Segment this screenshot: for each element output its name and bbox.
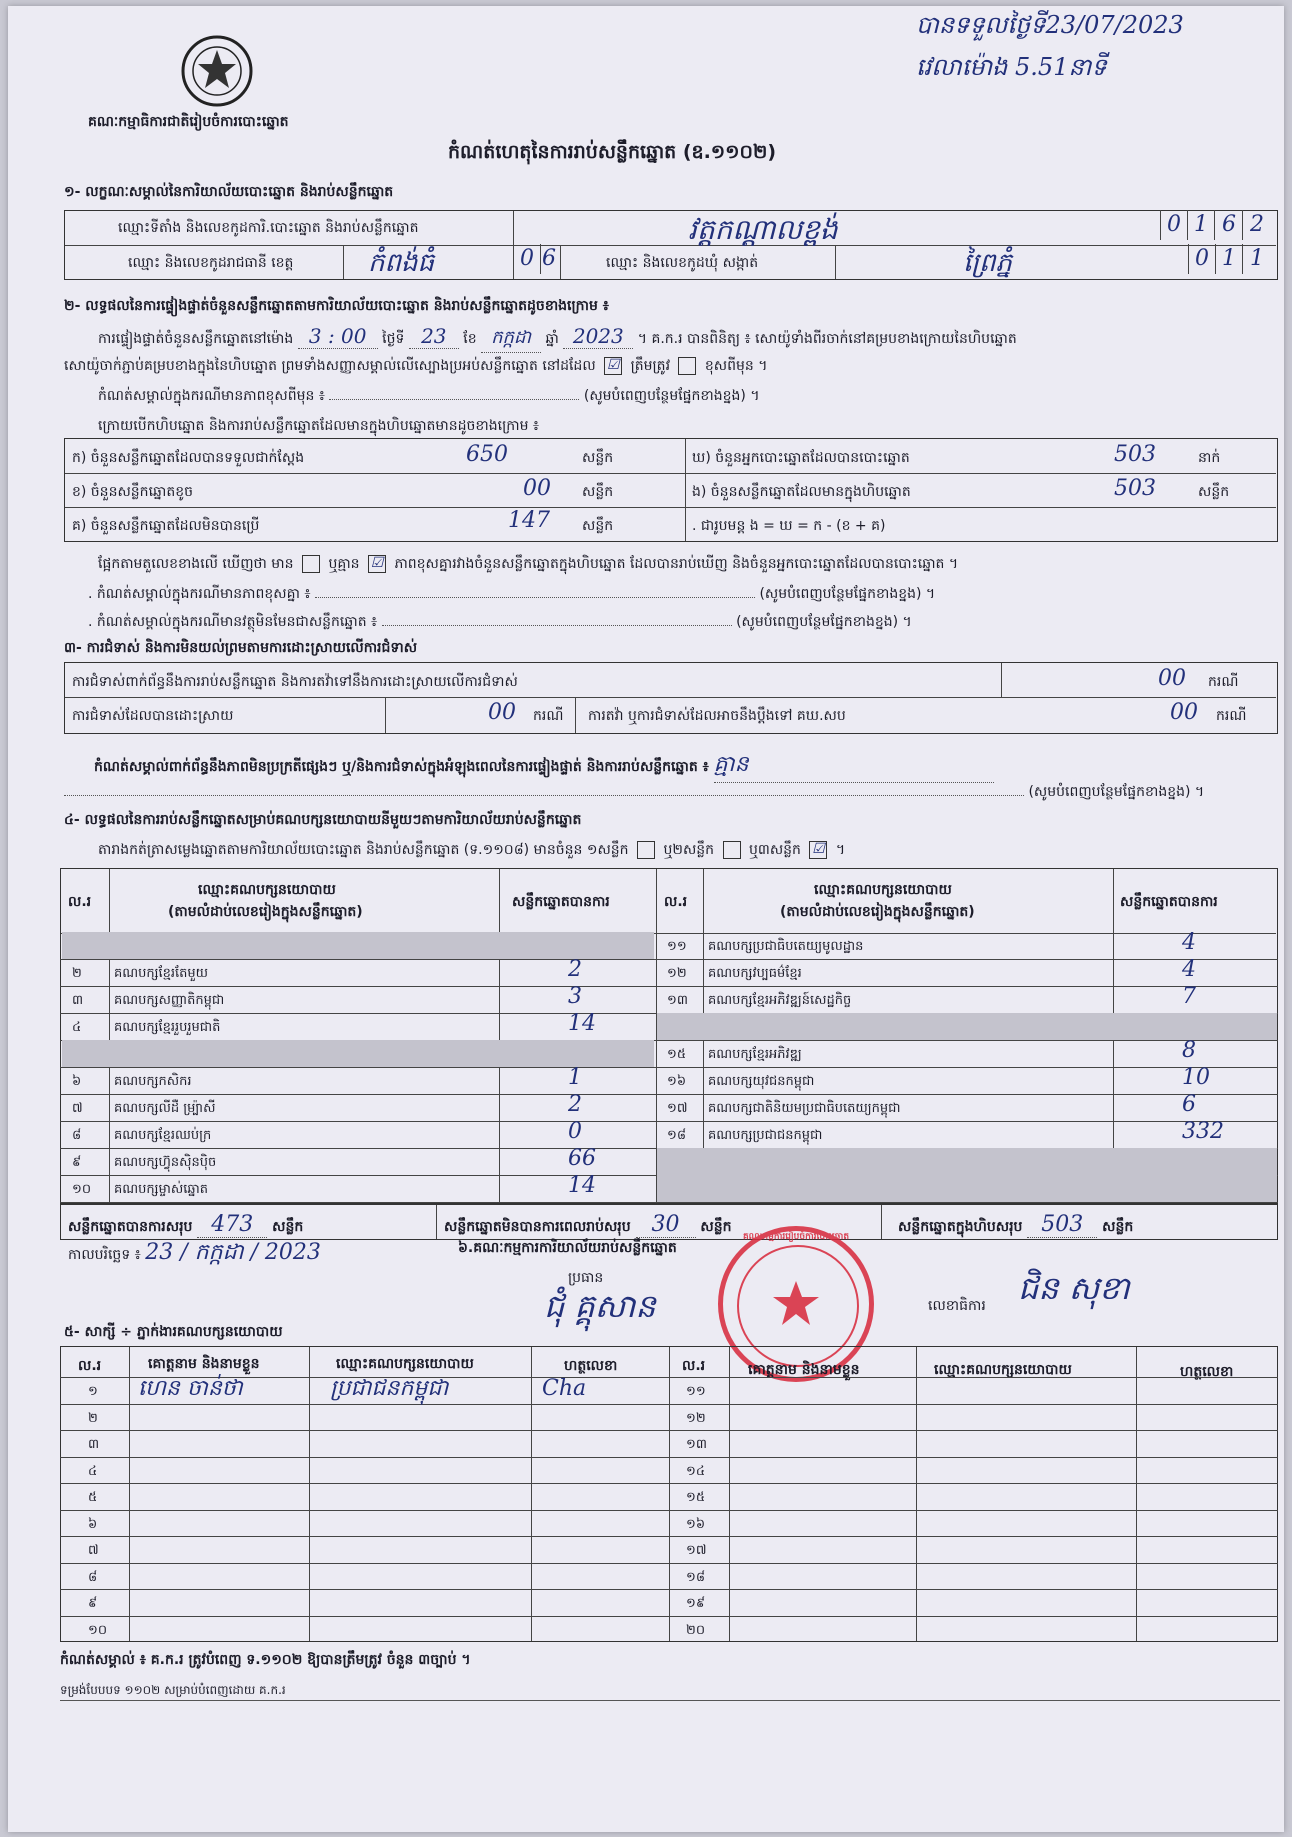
checkbox-has-discrepancy[interactable] xyxy=(302,555,320,573)
verification-text-end: ។ គ.ក.រ បានពិនិត្យ ៖ សោយ៉ូទាំងពីរចាក់នៅគម្របខាងក្រោយនៃហិបឆ្នោត xyxy=(637,331,1017,347)
party-number: ៤ xyxy=(72,1020,82,1035)
stamp-emblem-icon xyxy=(769,1277,823,1331)
party-number: ៩ xyxy=(72,1155,82,1170)
location-code xyxy=(1160,210,1274,244)
witness-number-left: ២ xyxy=(88,1410,98,1426)
total-invalid-value: 30 xyxy=(636,1212,696,1238)
resolved-unit: ករណី xyxy=(533,708,564,724)
option-changed-label: ខុសពីមុន xyxy=(704,358,754,374)
item-c-unit: សន្លឹក xyxy=(582,518,614,534)
stamp-text: គណៈកម្មការរៀបចំការបោះឆ្នោត xyxy=(742,1232,850,1242)
item-a-unit: សន្លឹក xyxy=(582,450,614,466)
irregularity-note-line2 xyxy=(64,782,1204,803)
appeal-unit: ករណី xyxy=(1216,708,1247,724)
party-votes: 8 xyxy=(1182,1038,1196,1063)
witness-1-party: ប្រជាជនកម្ពុជា xyxy=(330,1376,449,1401)
irregularity-note-value: គ្មាន xyxy=(714,750,994,783)
resolved-label: ការជំទាស់ដែលបានដោះស្រាយ xyxy=(72,708,234,724)
party-name: គណបក្សកសិករ xyxy=(114,1074,192,1089)
item-c-value: 147 xyxy=(508,508,550,533)
party-votes: 14 xyxy=(568,1011,596,1036)
col-party-right: ឈ្មោះគណបក្សនយោបាយ xyxy=(814,882,952,898)
total-in-box xyxy=(898,1212,1133,1238)
checkbox-one-sheet[interactable] xyxy=(637,841,655,859)
party-votes: 14 xyxy=(568,1173,596,1198)
irregularity-note-label: កំណត់សម្គាល់ពាក់ព័ន្ធនឹងភាពមិនប្រក្រតីផ្សេងៗ ឬ/និងការជំទាស់ក្នុងអំឡុងពេលនៃការផ្ទៀងផ្ទាត់ និងការរាប់សន្លឹកឆ្នោត ៖ xyxy=(94,759,709,775)
item-a-value: 650 xyxy=(466,442,508,467)
witness-number-left: ១០ xyxy=(88,1622,108,1638)
note-discrepancy-line xyxy=(88,584,935,605)
witness-number-left: ៦ xyxy=(88,1516,98,1532)
party-number: ១៦ xyxy=(667,1074,687,1089)
item-c-label: គ) ចំនួនសន្លឹកឆ្នោតដែលមិនបានប្រើ xyxy=(72,518,260,534)
party-name: គណបក្សប្រជាជនកម្ពុជា xyxy=(708,1128,823,1143)
col-votes-right: សន្លឹកឆ្នោតបានការ xyxy=(1120,894,1218,910)
commune-code xyxy=(1188,244,1274,278)
section5-heading: ៥- សាក្សី ÷ ភ្នាក់ងារគណបក្សនយោបាយ xyxy=(64,1324,283,1340)
witness-number-right: ១៦ xyxy=(686,1516,706,1532)
verification-year: 2023 xyxy=(563,324,633,349)
location-value: វត្តកណ្តាលខ្ពង់ xyxy=(688,213,838,246)
section6-heading: ៦.គណៈកម្មការការិយាល័យរាប់សន្លឹកឆ្នោត xyxy=(458,1240,677,1256)
col-votes-left: សន្លឹកឆ្នោតបានការ xyxy=(512,894,610,910)
appeal-value: 00 xyxy=(1170,700,1198,725)
seal-check-line: សោយ៉ូចាក់ភ្ជាប់គម្របខាងក្នុងនៃហិបឆ្នោត ព្រមទាំងសញ្ញាសម្គាល់លើស្បោងប្រអប់សន្លឹកឆ្នោត នៅដដែល ☑ ត្រឹមត្រូវ ខុសពីមុន ។ xyxy=(64,357,768,374)
date-line xyxy=(68,1238,321,1270)
irregularity-note-line xyxy=(94,750,994,783)
col-party-sub-left: (តាមលំដាប់លេខរៀងក្នុងសន្លឹកឆ្នោត) xyxy=(168,904,363,920)
party-name: គណបក្សហ៊្វុនស៊ិនប៉ិច xyxy=(114,1155,217,1170)
item-d-label: ឃ) ចំនួនអ្នកបោះឆ្នោតដែលបានបោះឆ្នោត xyxy=(692,450,910,466)
shaded-row xyxy=(657,1013,1277,1040)
section3-heading: ៣- ការជំទាស់ និងការមិនយល់ព្រមតាមការដោះស្រាយលើការជំទាស់ xyxy=(64,640,418,656)
party-number: ១៣ xyxy=(667,993,688,1008)
checkbox-three-sheets[interactable]: ☑ xyxy=(809,841,827,859)
discrepancy-line xyxy=(98,554,958,575)
three-sheets-label: ឬ៣សន្លឹក xyxy=(748,842,801,858)
witness-number-left: ៧ xyxy=(88,1543,99,1558)
checkbox-two-sheets[interactable] xyxy=(723,841,741,859)
shaded-row xyxy=(657,1148,1277,1175)
shaded-row xyxy=(62,1040,654,1067)
witness-number-left: ៤ xyxy=(88,1463,98,1479)
footer-note: កំណត់សម្គាល់ ៖ គ.ក.រ ត្រូវបំពេញ ទ.១១០២ ឱ្យបានត្រឹមត្រូវ ចំនួន ៣ច្បាប់ ។ xyxy=(60,1652,471,1668)
witness-col-name-left: គោត្តនាម និងនាមខ្លួន xyxy=(148,1356,260,1372)
party-votes: 1 xyxy=(568,1065,582,1090)
note-foreign-object-line xyxy=(88,612,912,633)
shaded-row xyxy=(62,932,654,959)
code-digit: 2 xyxy=(1250,212,1264,237)
party-number: ១៥ xyxy=(667,1047,687,1062)
commune-value: ព្រៃភ្នំ xyxy=(963,248,1013,278)
col-party-sub-right: (តាមលំដាប់លេខរៀងក្នុងសន្លឹកឆ្នោត) xyxy=(780,904,975,920)
party-votes: 7 xyxy=(1182,984,1196,1009)
verification-month: កក្កដា xyxy=(481,325,541,353)
party-number: ១៧ xyxy=(667,1101,688,1116)
party-number: ៨ xyxy=(72,1128,82,1143)
party-number: ៧ xyxy=(72,1101,83,1116)
total-valid xyxy=(68,1212,303,1238)
handwritten-receipt-time: វេលាម៉ោង 5.51នាទី xyxy=(916,53,1107,81)
commune-label: ឈ្មោះ និងលេខកូដឃុំ សង្កាត់ xyxy=(606,255,759,271)
discrepancy-text-a: ផ្អែកតាមតួលេខខាងលើ ឃើញថា មាន xyxy=(98,556,294,572)
total-invalid xyxy=(444,1212,731,1238)
chair-signature: ជុំ គ្គុសាន xyxy=(544,1287,656,1325)
party-number: ២ xyxy=(72,966,82,981)
item-e-label: ង) ចំនួនសន្លឹកឆ្នោតដែលមានក្នុងហិបឆ្នោត xyxy=(692,484,911,500)
code-digit: 0 xyxy=(514,244,541,274)
item-b-unit: សន្លឹក xyxy=(582,484,614,500)
witness-number-right: ១៤ xyxy=(686,1463,706,1479)
total-in-box-label: សន្លឹកឆ្នោតក្នុងហិបសរុប xyxy=(898,1219,1023,1235)
note-foreign-object-label: . កំណត់សម្គាល់ក្នុងករណីមានវត្ថុមិនមែនជាសន្លឹកឆ្នោត ៖ xyxy=(88,614,378,630)
secretary-label: លេខាធិការ xyxy=(928,1298,986,1314)
verification-line xyxy=(98,324,1017,353)
tally-sheet-text: តារាងកត់ត្រាសម្លេងឆ្នោតតាមការិយាល័យបោះឆ្នោត និងរាប់សន្លឹកឆ្នោត (ទ.១១០៨) មានចំនួន ១សន្លឹក xyxy=(98,842,629,858)
option-correct-label: ត្រឹមត្រូវ xyxy=(630,358,671,374)
witness-col-no-left: ល.រ xyxy=(78,1358,102,1374)
party-number: ១១ xyxy=(667,939,687,954)
verification-day: 23 xyxy=(409,324,459,349)
witness-number-right: ១៧ xyxy=(686,1543,707,1558)
col-party-left: ឈ្មោះគណបក្សនយោបាយ xyxy=(198,882,336,898)
total-valid-value: 473 xyxy=(197,1212,267,1238)
chair-label: ប្រធាន xyxy=(568,1270,604,1286)
footer-form-label: ទម្រង់បែបបទ ១១០២ សម្រាប់បំពេញដោយ គ.ក.រ xyxy=(60,1683,286,1697)
seal-check-text: សោយ៉ូចាក់ភ្ជាប់គម្របខាងក្នុងនៃហិបឆ្នោត ព្រមទាំងសញ្ញាសម្គាល់លើស្បោងប្រអប់សន្លឹកឆ្នោត នៅដដែល xyxy=(64,358,596,374)
witness-number-right: ១១ xyxy=(686,1384,706,1399)
appeal-label: ការតវ៉ា ឬការជំទាស់ដែលអាចនឹងប្តឹងទៅ គឃ.សប xyxy=(588,708,846,724)
resolved-value: 00 xyxy=(488,700,516,725)
party-name: គណបក្សខ្មែរអភិវឌ្ឍ xyxy=(708,1047,802,1062)
shaded-row xyxy=(657,1175,1277,1202)
tally-sheet-line: តារាងកត់ត្រាសម្លេងឆ្នោតតាមការិយាល័យបោះឆ្នោត និងរាប់សន្លឹកឆ្នោត (ទ.១១០៨) មានចំនួន ១សន្លឹក ឬ២សន្លឹក ឬ៣សន្លឹក ☑ ។ xyxy=(98,841,846,858)
item-a-label: ក) ចំនួនសន្លឹកឆ្នោតដែលបានទទួលជាក់ស្តែង xyxy=(72,450,305,466)
location-label: ឈ្មោះទីតាំង និងលេខកូដការិ.បោះឆ្នោត និងរាប់សន្លឹកឆ្នោត xyxy=(118,220,419,236)
party-votes: 6 xyxy=(1182,1092,1196,1117)
party-number: ១៨ xyxy=(667,1128,687,1143)
party-number: ៣ xyxy=(72,993,84,1008)
note-discrepancy-label: . កំណត់សម្គាល់ក្នុងករណីមានភាពខុសគ្នា ៖ xyxy=(88,586,311,602)
section2-heading: ២- លទ្ធផលនៃការផ្ទៀងផ្ទាត់ចំនួនសន្លឹកឆ្នោតតាមការិយាល័យបោះឆ្នោត និងរាប់សន្លឹកឆ្នោតដូចខាងក្រោម ៖ xyxy=(64,298,609,314)
witness-col-name-right: គោត្តនាម និងនាមខ្លួន xyxy=(748,1362,860,1378)
witness-number-right: ១៥ xyxy=(686,1490,706,1505)
party-votes: 4 xyxy=(1182,957,1196,982)
code-digit: 1 xyxy=(1188,210,1215,240)
party-votes: 4 xyxy=(1182,930,1196,955)
total-invalid-unit: សន្លឹក xyxy=(700,1219,732,1235)
objections-value: 00 xyxy=(1158,666,1186,691)
witness-number-left: ៩ xyxy=(88,1596,98,1611)
section4-heading: ៤- លទ្ធផលនៃការរាប់សន្លឹកឆ្នោតសម្រាប់គណបក្សនយោបាយនីមួយៗតាមការិយាល័យរាប់សន្លឹកឆ្នោត xyxy=(64,812,582,828)
witness-number-right: ២០ xyxy=(686,1622,706,1638)
party-name: គណបក្សលីដឺ ម្ប្រ៉ាសី xyxy=(114,1101,216,1116)
code-digit: 6 xyxy=(542,246,556,271)
verification-month-label: ខែ xyxy=(463,331,477,347)
handwritten-receipt-date: បានទទួលថ្ងៃទី23/07/2023 xyxy=(916,11,1184,39)
party-name: គណបក្សខ្មែររួបរួមជាតិ xyxy=(114,1020,221,1035)
party-votes: 332 xyxy=(1182,1119,1224,1144)
party-number: ១០ xyxy=(72,1182,92,1197)
total-valid-label: សន្លឹកឆ្នោតបានការសរុប xyxy=(68,1219,193,1235)
checkbox-correct[interactable]: ☑ xyxy=(604,357,622,375)
party-name: គណបក្សខ្មែរអភិវឌ្ឍន៍សេដ្ឋកិច្ច xyxy=(708,993,852,1008)
item-b-value: 00 xyxy=(523,476,551,501)
verification-year-label: ឆ្នាំ xyxy=(545,331,559,347)
verification-day-label: ថ្ងៃទី xyxy=(382,331,405,347)
party-name: គណបក្សប្រជាធិបតេយ្យមូលដ្ឋាន xyxy=(708,939,864,954)
formula-text: . ជារូបមន្ត ង = ឃ = ក - (ខ + គ) xyxy=(692,518,886,534)
difference-note-hint: (សូមបំពេញបន្ថែមផ្នែកខាងខ្នង) ។ xyxy=(583,388,760,404)
ballot-count-intro: ក្រោយបើកហិបឆ្នោត និងការរាប់សន្លឹកឆ្នោតដែលមានក្នុងហិបឆ្នោតមានដូចខាងក្រោម ៖ xyxy=(98,418,540,434)
party-votes: 2 xyxy=(568,1092,582,1117)
code-digit: 0 xyxy=(1188,244,1216,274)
verification-time: 3 : 00 xyxy=(298,324,378,349)
code-digit: 1 xyxy=(1216,244,1243,274)
col-no-right: ល.រ xyxy=(664,894,688,910)
party-votes: 2 xyxy=(568,957,582,982)
difference-note-label: កំណត់សម្គាល់ក្នុងករណីមានភាពខុសពីមុន ៖ xyxy=(98,388,325,404)
witness-1-name: ហេន ចាន់ថា xyxy=(138,1376,243,1401)
commission-name: គណៈកម្មាធិការជាតិរៀបចំការបោះឆ្នោត xyxy=(88,114,289,130)
party-number: ១២ xyxy=(667,966,687,981)
witness-col-no-right: ល.រ xyxy=(682,1358,706,1374)
note-discrepancy-hint: (សូមបំពេញបន្ថែមផ្នែកខាងខ្នង) ។ xyxy=(759,586,936,602)
witness-number-left: ៣ xyxy=(88,1437,100,1452)
code-digit: 0 xyxy=(1160,210,1188,240)
witness-col-sign-right: ហត្ថលេខា xyxy=(1180,1364,1234,1380)
date-label: កាលបរិច្ឆេទ ៖ xyxy=(68,1247,141,1263)
witness-number-right: ១៩ xyxy=(686,1596,706,1611)
total-invalid-label: សន្លឹកឆ្នោតមិនបានការពេលរាប់សរុប xyxy=(444,1219,631,1235)
province-code xyxy=(514,244,560,278)
total-in-box-value: 503 xyxy=(1027,1212,1097,1238)
total-valid-unit: សន្លឹក xyxy=(272,1219,304,1235)
date-value: 23 / កក្កដា / 2023 xyxy=(145,1240,321,1265)
province-value: កំពង់ធំ xyxy=(368,248,435,278)
party-name: គណបក្សវប្បធម៌ខ្មែរ xyxy=(708,966,802,981)
objections-unit: ករណី xyxy=(1208,674,1239,690)
irregularity-note-hint: (សូមបំពេញបន្ថែមផ្នែកខាងខ្នង) ។ xyxy=(1028,784,1205,800)
witness-number-left: ៥ xyxy=(88,1490,98,1505)
secretary-signature: ជិន សុខា xyxy=(1018,1269,1130,1307)
item-e-value: 503 xyxy=(1114,476,1156,501)
party-votes: 10 xyxy=(1182,1065,1210,1090)
code-digit: 6 xyxy=(1216,210,1243,240)
party-name: គណបក្សខ្មែរតែមួយ xyxy=(114,966,209,981)
checkbox-no-discrepancy[interactable]: ☑ xyxy=(368,555,386,573)
witness-number-left: ១ xyxy=(88,1384,98,1399)
document-page xyxy=(8,6,1284,1832)
party-name: គណបក្សម្ចាស់ឆ្នោត xyxy=(114,1182,209,1197)
objections-label: ការជំទាស់ពាក់ព័ន្ធនឹងការរាប់សន្លឹកឆ្នោត និងការតវ៉ាទៅនឹងការដោះស្រាយលើការជំទាស់ xyxy=(72,674,518,690)
discrepancy-text-c: ភាពខុសគ្នារវាងចំនួនសន្លឹកឆ្នោតក្នុងហិបឆ្នោត ដែលបានរាប់ឃើញ និងចំនួនអ្នកបោះឆ្នោតដែលបានបោះឆ្នោត ។ xyxy=(394,556,959,572)
party-name: គណបក្សសញ្ញាតិកម្ពុជា xyxy=(114,993,225,1008)
item-d-unit: នាក់ xyxy=(1198,450,1221,466)
code-digit: 1 xyxy=(1250,246,1264,271)
witness-col-party-left: ឈ្មោះគណបក្សនយោបាយ xyxy=(336,1356,474,1372)
witness-number-left: ៨ xyxy=(88,1569,98,1585)
party-votes: 0 xyxy=(568,1119,582,1144)
witness-1-signature: Cha xyxy=(542,1376,587,1401)
witness-number-right: ១៨ xyxy=(686,1569,706,1585)
witness-number-right: ១៣ xyxy=(686,1437,707,1452)
difference-note-line xyxy=(98,386,760,407)
party-name: គណបក្សខ្មែរឈប់ក្រ xyxy=(114,1128,212,1143)
section1-heading: ១- លក្ខណៈសម្គាល់នៃការិយាល័យបោះឆ្នោត និងរាប់សន្លឹកឆ្នោត xyxy=(64,184,394,200)
party-name: គណបក្សយុវជនកម្ពុជា xyxy=(708,1074,815,1089)
two-sheets-label: ឬ២សន្លឹក xyxy=(663,842,715,858)
item-b-label: ខ) ចំនួនសន្លឹកឆ្នោតខូច xyxy=(72,484,193,500)
party-votes: 66 xyxy=(568,1146,596,1171)
item-d-value: 503 xyxy=(1114,442,1156,467)
verification-text: ការផ្ទៀងផ្ទាត់ចំនួនសន្លឹកឆ្នោតនៅម៉ោង xyxy=(98,331,294,347)
witness-number-right: ១២ xyxy=(686,1410,706,1426)
witness-col-sign-left: ហត្ថលេខា xyxy=(564,1358,618,1374)
discrepancy-text-b: ឬគ្មាន xyxy=(328,556,360,572)
party-name: គណបក្សជាតិនិយមប្រជាធិបតេយ្យកម្ពុជា xyxy=(708,1101,901,1116)
note-foreign-object-hint: (សូមបំពេញបន្ថែមផ្នែកខាងខ្នង) ។ xyxy=(736,614,912,630)
item-e-unit: សន្លឹក xyxy=(1198,484,1230,500)
party-votes: 3 xyxy=(568,984,582,1009)
col-no-left: ល.រ xyxy=(68,894,92,910)
checkbox-changed[interactable] xyxy=(678,357,696,375)
page-title: កំណត់ហេតុនៃការរាប់សន្លឹកឆ្នោត (ឧ.១១០២) xyxy=(448,141,777,163)
province-label: ឈ្មោះ និងលេខកូដរាជធានី ខេត្ត xyxy=(128,255,294,271)
total-in-box-unit: សន្លឹក xyxy=(1102,1219,1134,1235)
party-number: ៦ xyxy=(72,1074,82,1089)
witness-col-party-right: ឈ្មោះគណបក្សនយោបាយ xyxy=(934,1362,1072,1378)
commission-logo xyxy=(178,34,256,112)
